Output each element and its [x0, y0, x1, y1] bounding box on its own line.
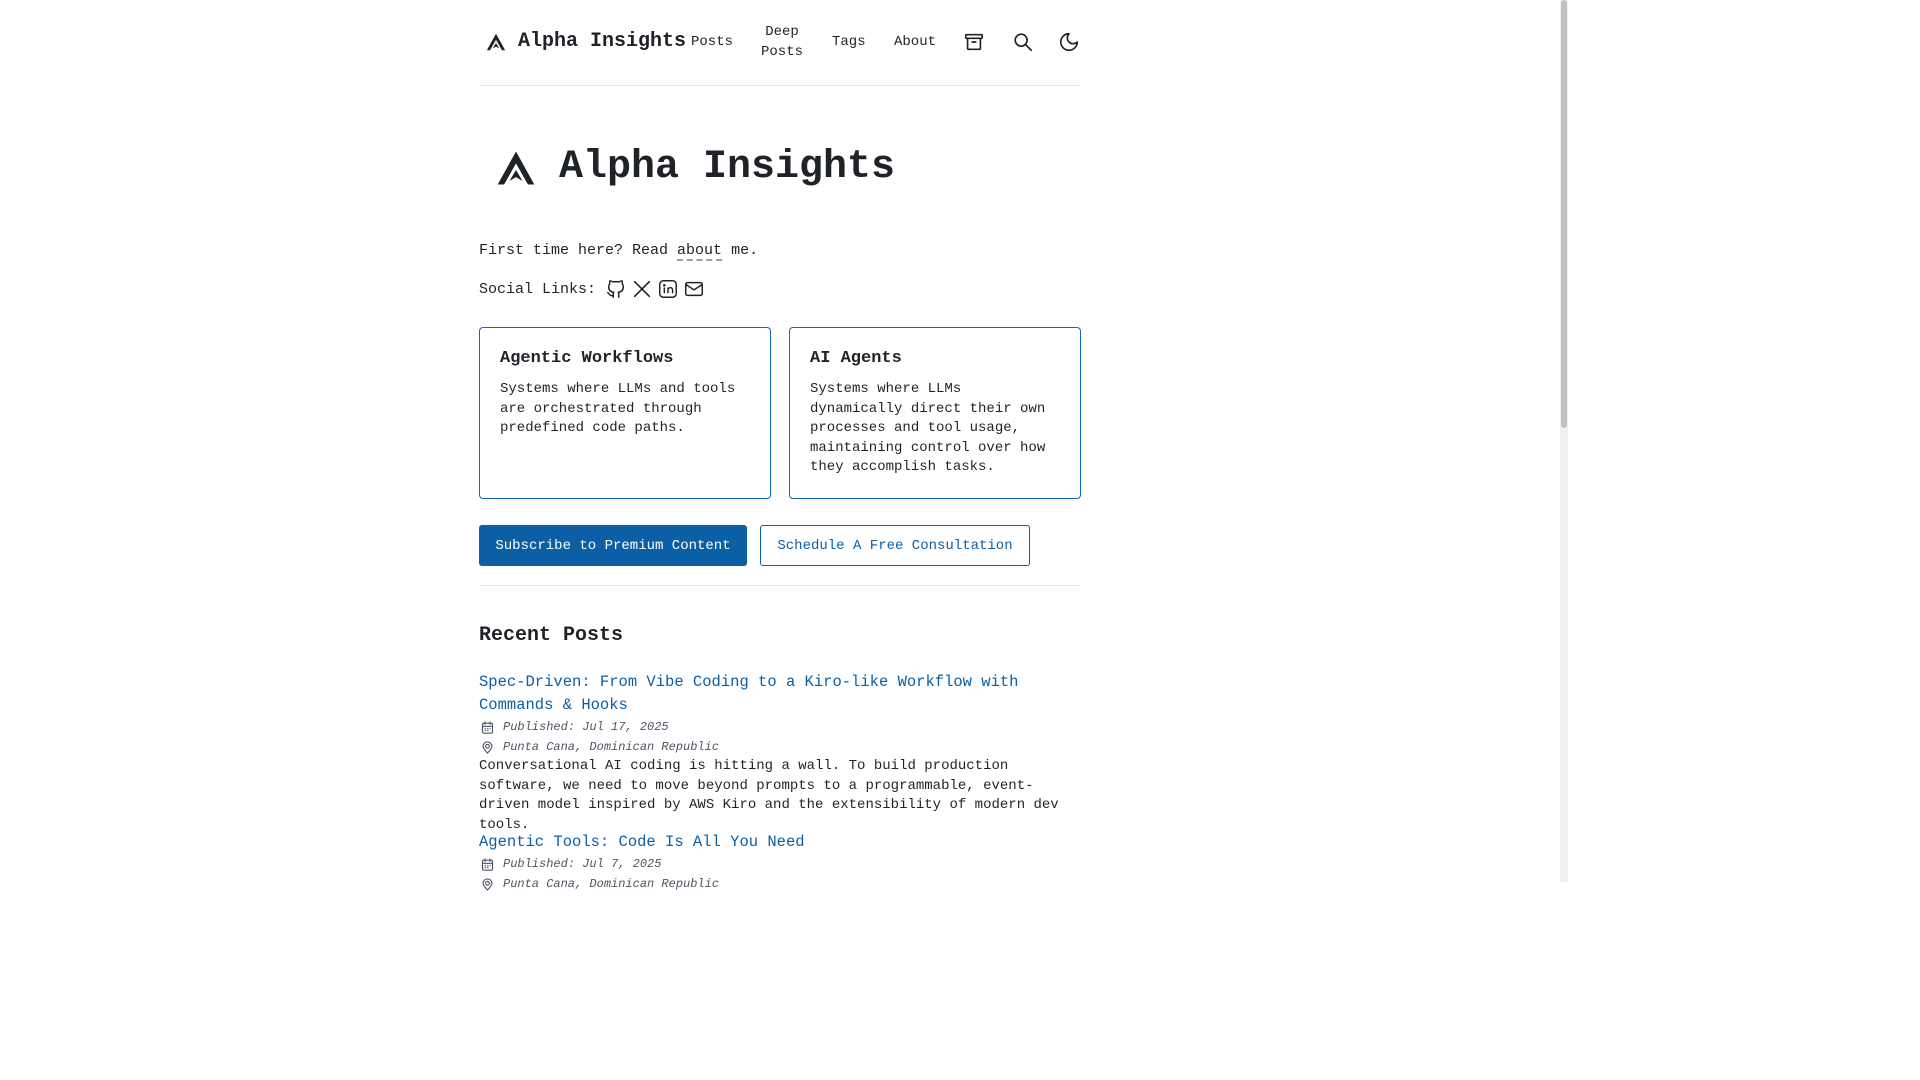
hero [479, 145, 895, 190]
post-title-link[interactable]: Agentic Tools: Code Is All You Need [479, 833, 805, 851]
location-text: Punta Cana, Dominican Republic [503, 740, 720, 754]
nav-about[interactable]: About [894, 34, 937, 50]
logo-icon [485, 31, 507, 53]
calendar-icon [480, 857, 495, 872]
linkedin-icon [657, 278, 679, 300]
intro-after: me. [722, 242, 759, 259]
moon-icon [1058, 31, 1080, 53]
list-item [479, 671, 1080, 835]
calendar-icon [480, 720, 495, 735]
search-icon [1012, 31, 1034, 53]
card-title: Agentic Workflows [500, 349, 674, 368]
linkedin-link[interactable] [657, 278, 679, 300]
brand-link[interactable] [485, 30, 686, 53]
brand-title: Alpha Insights [518, 30, 687, 53]
location-pin-icon [480, 740, 495, 755]
card-agentic-workflows[interactable] [479, 327, 771, 499]
post-location [479, 737, 1080, 757]
post-published [479, 854, 1080, 874]
social-label: Social Links: [479, 280, 597, 298]
intro-before: First time here? Read [479, 242, 678, 259]
card-ai-agents[interactable] [789, 327, 1081, 499]
nav-posts[interactable]: Posts [691, 34, 734, 50]
search-button[interactable] [1012, 31, 1034, 53]
mail-icon [683, 278, 705, 300]
location-text: Punta Cana, Dominican Republic [503, 877, 720, 891]
published-date: Published: Jul 7, 2025 [503, 857, 662, 871]
archive-icon [963, 31, 985, 53]
intro-text [479, 242, 758, 259]
scrollbar[interactable] [1560, 0, 1568, 882]
nav-deep-posts[interactable]: Deep Posts [760, 24, 803, 60]
site-header [479, 0, 1080, 86]
page-title: Alpha Insights [559, 145, 896, 190]
archive-button[interactable] [963, 31, 985, 53]
divider [479, 585, 1080, 586]
github-link[interactable] [605, 278, 627, 300]
x-icon [631, 278, 653, 300]
github-icon [605, 278, 627, 300]
about-link[interactable]: about [677, 242, 723, 259]
logo-icon [494, 146, 538, 190]
social-links [479, 278, 709, 300]
consultation-button[interactable]: Schedule A Free Consultation [760, 525, 1030, 566]
recent-posts-title: Recent Posts [479, 624, 624, 647]
post-description: Conversational AI coding is hitting a wall. To build production software, we need to move beyond prompts to a programmable, event-driven model inspired by AWS Kiro and the extensibility of modern dev tools. [479, 758, 1059, 833]
location-pin-icon [480, 877, 495, 892]
mail-link[interactable] [683, 278, 705, 300]
card-title: AI Agents [810, 349, 902, 368]
card-description: Systems where LLMs and tools are orchestrated through predefined code paths. [500, 381, 736, 437]
nav-tags[interactable]: Tags [832, 34, 866, 50]
theme-toggle-button[interactable] [1058, 31, 1080, 53]
post-published [479, 717, 1080, 737]
list-item [479, 831, 1080, 894]
card-description: Systems where LLMs dynamically direct their own processes and tool usage, maintaining control over how they accomplish tasks. [810, 381, 1046, 476]
x-link[interactable] [631, 278, 653, 300]
post-title-link[interactable]: Spec-Driven: From Vibe Coding to a Kiro-like Workflow with Commands & Hooks [479, 673, 1019, 714]
subscribe-button[interactable]: Subscribe to Premium Content [479, 525, 747, 566]
published-date: Published: Jul 17, 2025 [503, 720, 669, 734]
scrollbar-thumb[interactable] [1561, 0, 1567, 428]
post-location [479, 874, 1080, 894]
